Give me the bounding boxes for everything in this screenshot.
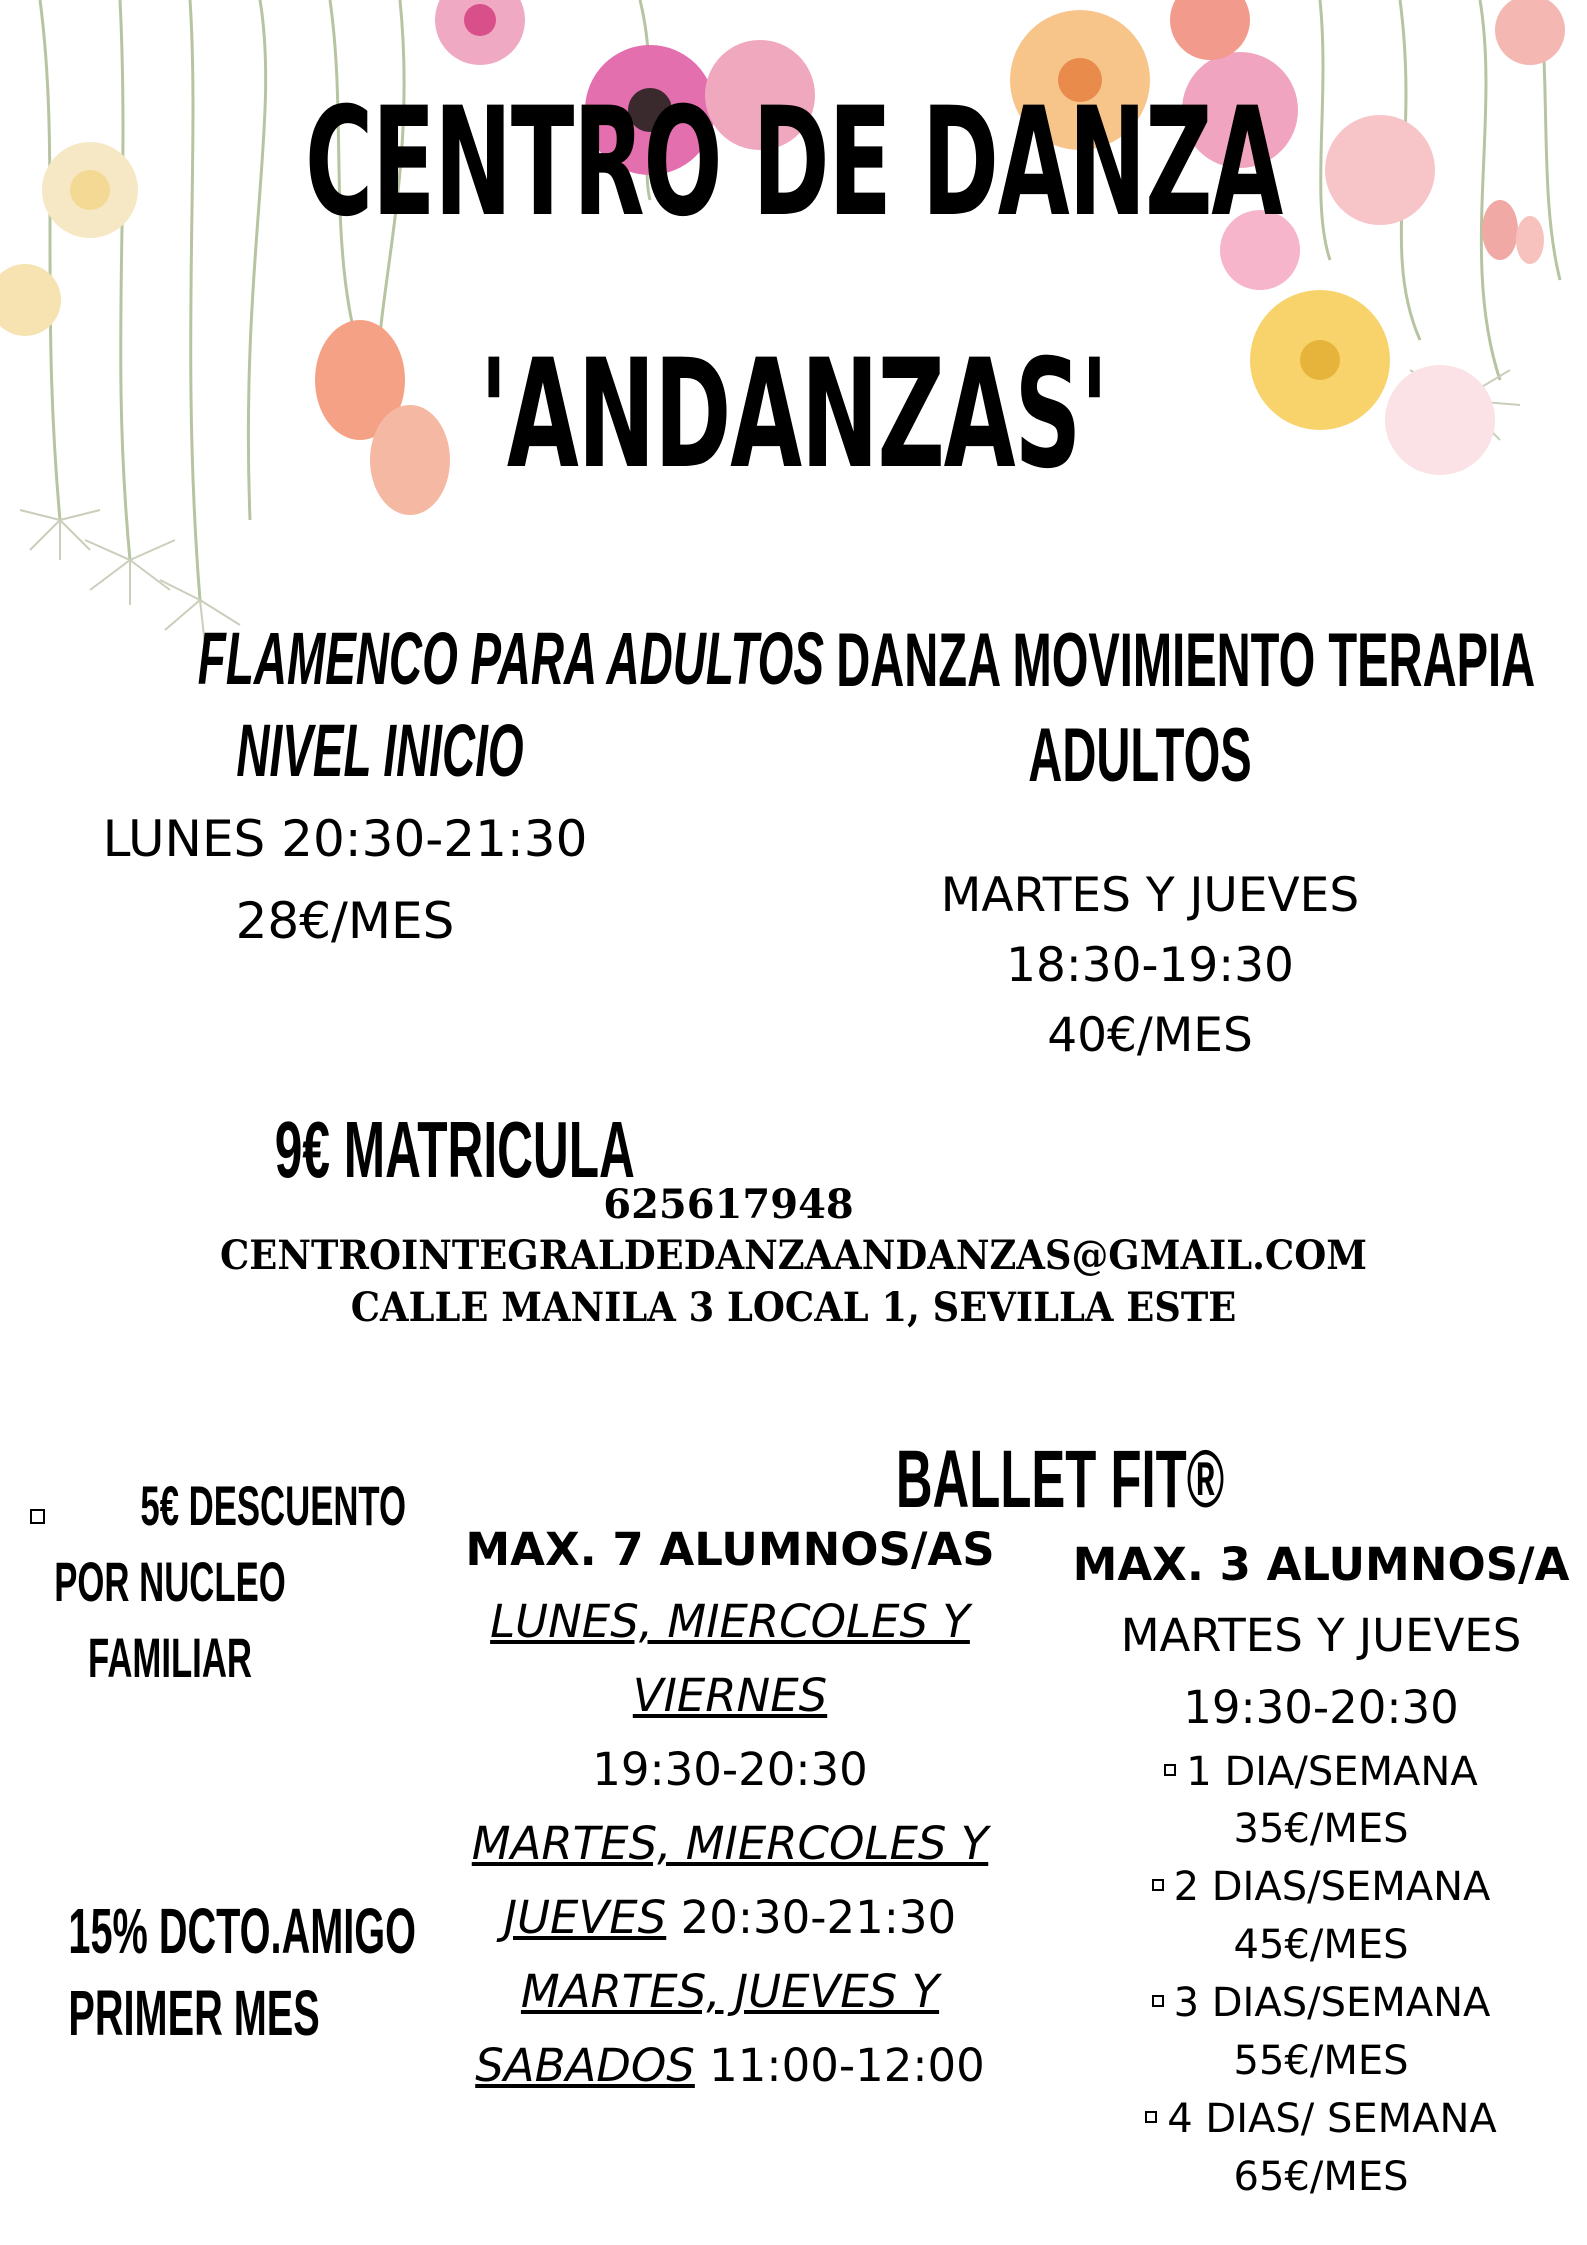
square-bullet-icon (1164, 1764, 1176, 1776)
flamenco-price: 28€/MES (235, 892, 455, 950)
flamenco-title: FLAMENCO PARA ADULTOS (197, 617, 824, 700)
ballet-right-days: MARTES Y JUEVES (1120, 1609, 1522, 1662)
square-bullet-icon (1145, 2111, 1157, 2123)
plan-label: 4 DIAS/ SEMANA (1167, 2096, 1497, 2142)
flamenco-schedule: LUNES 20:30-21:30 (102, 810, 588, 868)
dmt-audience: ADULTOS (1028, 713, 1252, 798)
plan-label: 1 DIA/SEMANA (1186, 1749, 1478, 1795)
ballet-left-sched2-row (425, 1881, 1035, 1955)
ballet-left-sched3-row (425, 2029, 1035, 2103)
dmt-days: MARTES Y JUEVES (940, 868, 1360, 923)
plan-item (1055, 1974, 1587, 2090)
discount-friend (0, 1890, 417, 2054)
ballet-left-sched2-days1: MARTES, MIERCOLES Y (471, 1817, 989, 1870)
ballet-left-sched2-days2: JUEVES (503, 1891, 667, 1944)
ballet-left-sched3-days2: SABADOS (475, 2039, 695, 2092)
enrollment-fee-text: 9€ MATRICULA (274, 1105, 635, 1194)
contact-block (0, 1180, 1587, 1334)
ballet-left-sched2-time: 20:30-21:30 (680, 1891, 957, 1944)
page-title-line1: CENTRO DE DANZA (304, 76, 1283, 250)
plan-item (1055, 1858, 1587, 1974)
dmt-time: 18:30-19:30 (1006, 938, 1294, 993)
plan-item (1055, 2090, 1587, 2206)
plan-label: 2 DIAS/SEMANA (1173, 1864, 1491, 1910)
ballet-left-max: MAX. 7 ALUMNOS/AS (465, 1523, 995, 1576)
discount-family-line3: FAMILIAR (88, 1626, 252, 1689)
ballet-left-sched3-time: 11:00-12:00 (709, 2039, 985, 2092)
plan-price: 45€/MES (1233, 1922, 1409, 1968)
dmt-price: 40€/MES (1047, 1008, 1253, 1063)
page-title-line2: 'ANDANZAS' (479, 328, 1108, 502)
dmt-section (830, 615, 1587, 1071)
flamenco-level: NIVEL INICIO (236, 709, 524, 792)
square-bullet-icon (1152, 1879, 1164, 1891)
square-bullet-icon (1152, 1995, 1164, 2007)
contact-address: CALLE MANILA 3 LOCAL 1, SEVILLA ESTE (350, 1284, 1237, 1331)
ballet-left-sched1-time: 19:30-20:30 (592, 1743, 868, 1796)
dmt-title: DANZA MOVIMIENTO TERAPIA (836, 618, 1536, 703)
ballet-title: BALLET FIT® (895, 1434, 1225, 1525)
flamenco-section (80, 615, 824, 963)
square-bullet-icon (30, 1509, 45, 1524)
discount-family (30, 1468, 407, 1696)
ballet-group-left (425, 1515, 1035, 2103)
discount-friend-line2: PRIMER MES (68, 1977, 320, 2049)
ballet-left-sched1-days1: LUNES, MIERCOLES Y (490, 1595, 970, 1648)
contact-email: CENTROINTEGRALDEDANZAANDANZAS@GMAIL.COM (220, 1232, 1367, 1279)
plan-label: 3 DIAS/SEMANA (1173, 1980, 1491, 2026)
ballet-group-right (1055, 1530, 1587, 2206)
discount-family-line2: POR NUCLEO (54, 1550, 286, 1613)
plan-price: 55€/MES (1233, 2038, 1409, 2084)
ballet-left-sched1-days2: VIERNES (632, 1669, 828, 1722)
plan-price: 65€/MES (1233, 2154, 1409, 2200)
contact-phone: 625617948 (603, 1181, 854, 1228)
plan-item (1055, 1744, 1587, 1858)
ballet-right-max: MAX. 3 ALUMNOS/A (1072, 1538, 1570, 1591)
ballet-left-sched3-days1: MARTES, JUEVES Y (520, 1965, 940, 2018)
discount-family-line1: 5€ DESCUENTO (140, 1474, 407, 1537)
plan-price: 35€/MES (1233, 1806, 1409, 1852)
discount-friend-line1: 15% DCTO.AMIGO (68, 1895, 417, 1967)
ballet-right-time: 19:30-20:30 (1183, 1681, 1459, 1734)
